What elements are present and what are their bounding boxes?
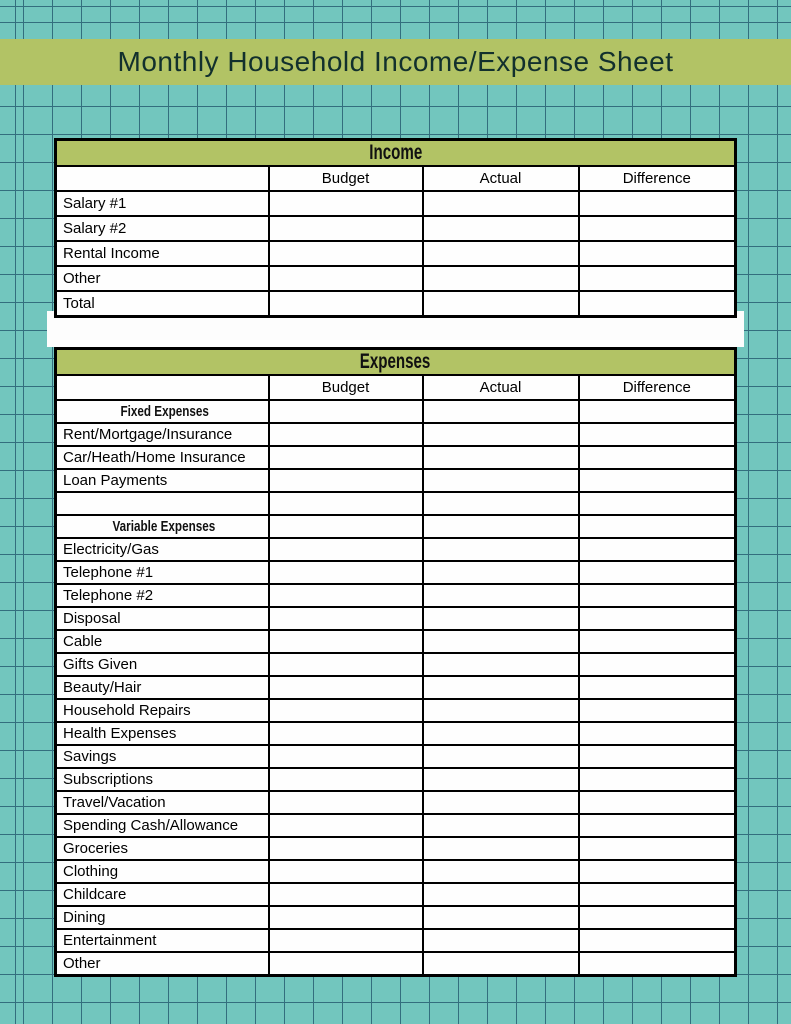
value-cell-actual bbox=[423, 883, 579, 906]
table-row bbox=[56, 860, 736, 883]
row-label: Health Expenses bbox=[56, 722, 269, 745]
value-cell-difference bbox=[579, 607, 736, 630]
value-cell-difference bbox=[579, 722, 736, 745]
value-cell-budget bbox=[269, 653, 423, 676]
value-cell-actual bbox=[423, 291, 579, 316]
table-row bbox=[56, 216, 736, 241]
row-label: Rental Income bbox=[56, 241, 269, 266]
value-cell-budget bbox=[269, 630, 423, 653]
value-cell-difference bbox=[579, 469, 736, 492]
value-cell-actual bbox=[423, 561, 579, 584]
value-cell-actual bbox=[423, 266, 579, 291]
value-cell-budget bbox=[269, 791, 423, 814]
table-row bbox=[56, 952, 736, 975]
value-cell-difference bbox=[579, 216, 736, 241]
income-column-header-actual: Actual bbox=[423, 166, 579, 191]
row-label: Other bbox=[56, 952, 269, 975]
value-cell-budget bbox=[269, 561, 423, 584]
value-cell-actual bbox=[423, 584, 579, 607]
table-row bbox=[56, 837, 736, 860]
value-cell-difference bbox=[579, 241, 736, 266]
row-label: Subscriptions bbox=[56, 768, 269, 791]
value-cell-budget bbox=[269, 860, 423, 883]
value-cell-difference bbox=[579, 446, 736, 469]
value-cell-actual bbox=[423, 929, 579, 952]
row-label: Cable bbox=[56, 630, 269, 653]
subsection-header-label: Fixed Expenses bbox=[120, 403, 209, 420]
value-cell-budget bbox=[269, 814, 423, 837]
value-cell-difference bbox=[579, 699, 736, 722]
value-cell-difference bbox=[579, 768, 736, 791]
row-label: Total bbox=[56, 291, 269, 316]
row-label: Clothing bbox=[56, 860, 269, 883]
expenses-section-bar bbox=[56, 349, 736, 376]
row-label: Travel/Vacation bbox=[56, 791, 269, 814]
income-section-bar bbox=[56, 140, 736, 167]
value-cell-budget bbox=[269, 191, 423, 216]
value-cell-difference bbox=[579, 561, 736, 584]
expenses-column-header-actual: Actual bbox=[423, 375, 579, 400]
expenses-section-bar-cell bbox=[56, 349, 736, 376]
table-row bbox=[56, 883, 736, 906]
row-label: Other bbox=[56, 266, 269, 291]
blank-label-cell bbox=[56, 492, 269, 515]
expenses-column-header-budget: Budget bbox=[269, 375, 423, 400]
subsection-header-cell bbox=[56, 400, 269, 423]
row-label: Salary #1 bbox=[56, 191, 269, 216]
value-cell-actual bbox=[423, 515, 579, 538]
expenses-column-header-difference: Difference bbox=[579, 375, 736, 400]
table-row bbox=[56, 446, 736, 469]
value-cell-actual bbox=[423, 699, 579, 722]
expenses-column-header-blank bbox=[56, 375, 269, 400]
value-cell-difference bbox=[579, 492, 736, 515]
value-cell-difference bbox=[579, 676, 736, 699]
value-cell-actual bbox=[423, 791, 579, 814]
value-cell-difference bbox=[579, 423, 736, 446]
value-cell-budget bbox=[269, 929, 423, 952]
value-cell-budget bbox=[269, 241, 423, 266]
value-cell-actual bbox=[423, 952, 579, 975]
value-cell-difference bbox=[579, 191, 736, 216]
value-cell-actual bbox=[423, 722, 579, 745]
title-banner bbox=[0, 39, 791, 85]
row-label: Savings bbox=[56, 745, 269, 768]
income-column-header-row bbox=[56, 166, 736, 191]
row-label: Household Repairs bbox=[56, 699, 269, 722]
value-cell-budget bbox=[269, 676, 423, 699]
table-row bbox=[56, 814, 736, 837]
value-cell-budget bbox=[269, 768, 423, 791]
value-cell-difference bbox=[579, 952, 736, 975]
income-section-bar-cell bbox=[56, 140, 736, 167]
value-cell-actual bbox=[423, 906, 579, 929]
income-column-header-budget: Budget bbox=[269, 166, 423, 191]
value-cell-difference bbox=[579, 837, 736, 860]
value-cell-budget bbox=[269, 492, 423, 515]
row-label: Loan Payments bbox=[56, 469, 269, 492]
table-row bbox=[56, 929, 736, 952]
subsection-header-label: Variable Expenses bbox=[112, 518, 216, 535]
value-cell-budget bbox=[269, 607, 423, 630]
table-row bbox=[56, 653, 736, 676]
value-cell-difference bbox=[579, 584, 736, 607]
table-row bbox=[56, 538, 736, 561]
value-cell-actual bbox=[423, 492, 579, 515]
table-row bbox=[56, 630, 736, 653]
table-row bbox=[56, 515, 736, 538]
value-cell-actual bbox=[423, 446, 579, 469]
value-cell-actual bbox=[423, 814, 579, 837]
value-cell-budget bbox=[269, 745, 423, 768]
value-cell-actual bbox=[423, 676, 579, 699]
subsection-header-cell bbox=[56, 515, 269, 538]
table-row bbox=[56, 699, 736, 722]
value-cell-budget bbox=[269, 952, 423, 975]
table-row bbox=[56, 745, 736, 768]
income-column-header-blank bbox=[56, 166, 269, 191]
value-cell-actual bbox=[423, 241, 579, 266]
table-row bbox=[56, 241, 736, 266]
row-label: Groceries bbox=[56, 837, 269, 860]
value-cell-budget bbox=[269, 584, 423, 607]
table-row bbox=[56, 791, 736, 814]
value-cell-budget bbox=[269, 515, 423, 538]
row-label: Telephone #2 bbox=[56, 584, 269, 607]
value-cell-actual bbox=[423, 469, 579, 492]
table-row bbox=[56, 291, 736, 316]
table-row bbox=[56, 722, 736, 745]
table-row bbox=[56, 561, 736, 584]
row-label: Spending Cash/Allowance bbox=[56, 814, 269, 837]
value-cell-budget bbox=[269, 446, 423, 469]
value-cell-budget bbox=[269, 722, 423, 745]
value-cell-difference bbox=[579, 400, 736, 423]
value-cell-difference bbox=[579, 906, 736, 929]
value-cell-budget bbox=[269, 837, 423, 860]
value-cell-budget bbox=[269, 291, 423, 316]
value-cell-actual bbox=[423, 653, 579, 676]
table-row bbox=[56, 584, 736, 607]
value-cell-actual bbox=[423, 768, 579, 791]
value-cell-budget bbox=[269, 883, 423, 906]
value-cell-difference bbox=[579, 291, 736, 316]
income-section-title: Income bbox=[369, 141, 422, 164]
value-cell-budget bbox=[269, 400, 423, 423]
income-column-header-difference: Difference bbox=[579, 166, 736, 191]
expenses-column-header-row bbox=[56, 375, 736, 400]
row-label: Dining bbox=[56, 906, 269, 929]
table-row bbox=[56, 469, 736, 492]
value-cell-actual bbox=[423, 191, 579, 216]
value-cell-difference bbox=[579, 791, 736, 814]
row-label: Entertainment bbox=[56, 929, 269, 952]
value-cell-difference bbox=[579, 266, 736, 291]
value-cell-difference bbox=[579, 883, 736, 906]
row-label: Beauty/Hair bbox=[56, 676, 269, 699]
expenses-table bbox=[54, 347, 737, 977]
value-cell-actual bbox=[423, 630, 579, 653]
value-cell-difference bbox=[579, 630, 736, 653]
value-cell-actual bbox=[423, 423, 579, 446]
value-cell-difference bbox=[579, 929, 736, 952]
value-cell-actual bbox=[423, 860, 579, 883]
expenses-section-title: Expenses bbox=[360, 350, 431, 373]
value-cell-budget bbox=[269, 538, 423, 561]
value-cell-budget bbox=[269, 469, 423, 492]
value-cell-budget bbox=[269, 906, 423, 929]
value-cell-budget bbox=[269, 423, 423, 446]
row-label: Childcare bbox=[56, 883, 269, 906]
value-cell-actual bbox=[423, 745, 579, 768]
value-cell-actual bbox=[423, 837, 579, 860]
table-row bbox=[56, 906, 736, 929]
row-label: Telephone #1 bbox=[56, 561, 269, 584]
row-label: Salary #2 bbox=[56, 216, 269, 241]
value-cell-budget bbox=[269, 266, 423, 291]
value-cell-difference bbox=[579, 515, 736, 538]
table-row bbox=[56, 400, 736, 423]
row-label: Gifts Given bbox=[56, 653, 269, 676]
value-cell-actual bbox=[423, 607, 579, 630]
value-cell-difference bbox=[579, 745, 736, 768]
value-cell-actual bbox=[423, 538, 579, 561]
table-row bbox=[56, 266, 736, 291]
value-cell-difference bbox=[579, 653, 736, 676]
table-row bbox=[56, 492, 736, 515]
row-label: Disposal bbox=[56, 607, 269, 630]
row-label: Electricity/Gas bbox=[56, 538, 269, 561]
page-title: Monthly Household Income/Expense Sheet bbox=[117, 46, 674, 77]
table-row bbox=[56, 607, 736, 630]
row-label: Rent/Mortgage/Insurance bbox=[56, 423, 269, 446]
value-cell-difference bbox=[579, 860, 736, 883]
table-row bbox=[56, 676, 736, 699]
row-label: Car/Heath/Home Insurance bbox=[56, 446, 269, 469]
value-cell-actual bbox=[423, 216, 579, 241]
value-cell-budget bbox=[269, 699, 423, 722]
table-row bbox=[56, 423, 736, 446]
value-cell-difference bbox=[579, 538, 736, 561]
value-cell-difference bbox=[579, 814, 736, 837]
table-row bbox=[56, 768, 736, 791]
value-cell-actual bbox=[423, 400, 579, 423]
table-row bbox=[56, 191, 736, 216]
value-cell-budget bbox=[269, 216, 423, 241]
income-table bbox=[54, 138, 737, 318]
